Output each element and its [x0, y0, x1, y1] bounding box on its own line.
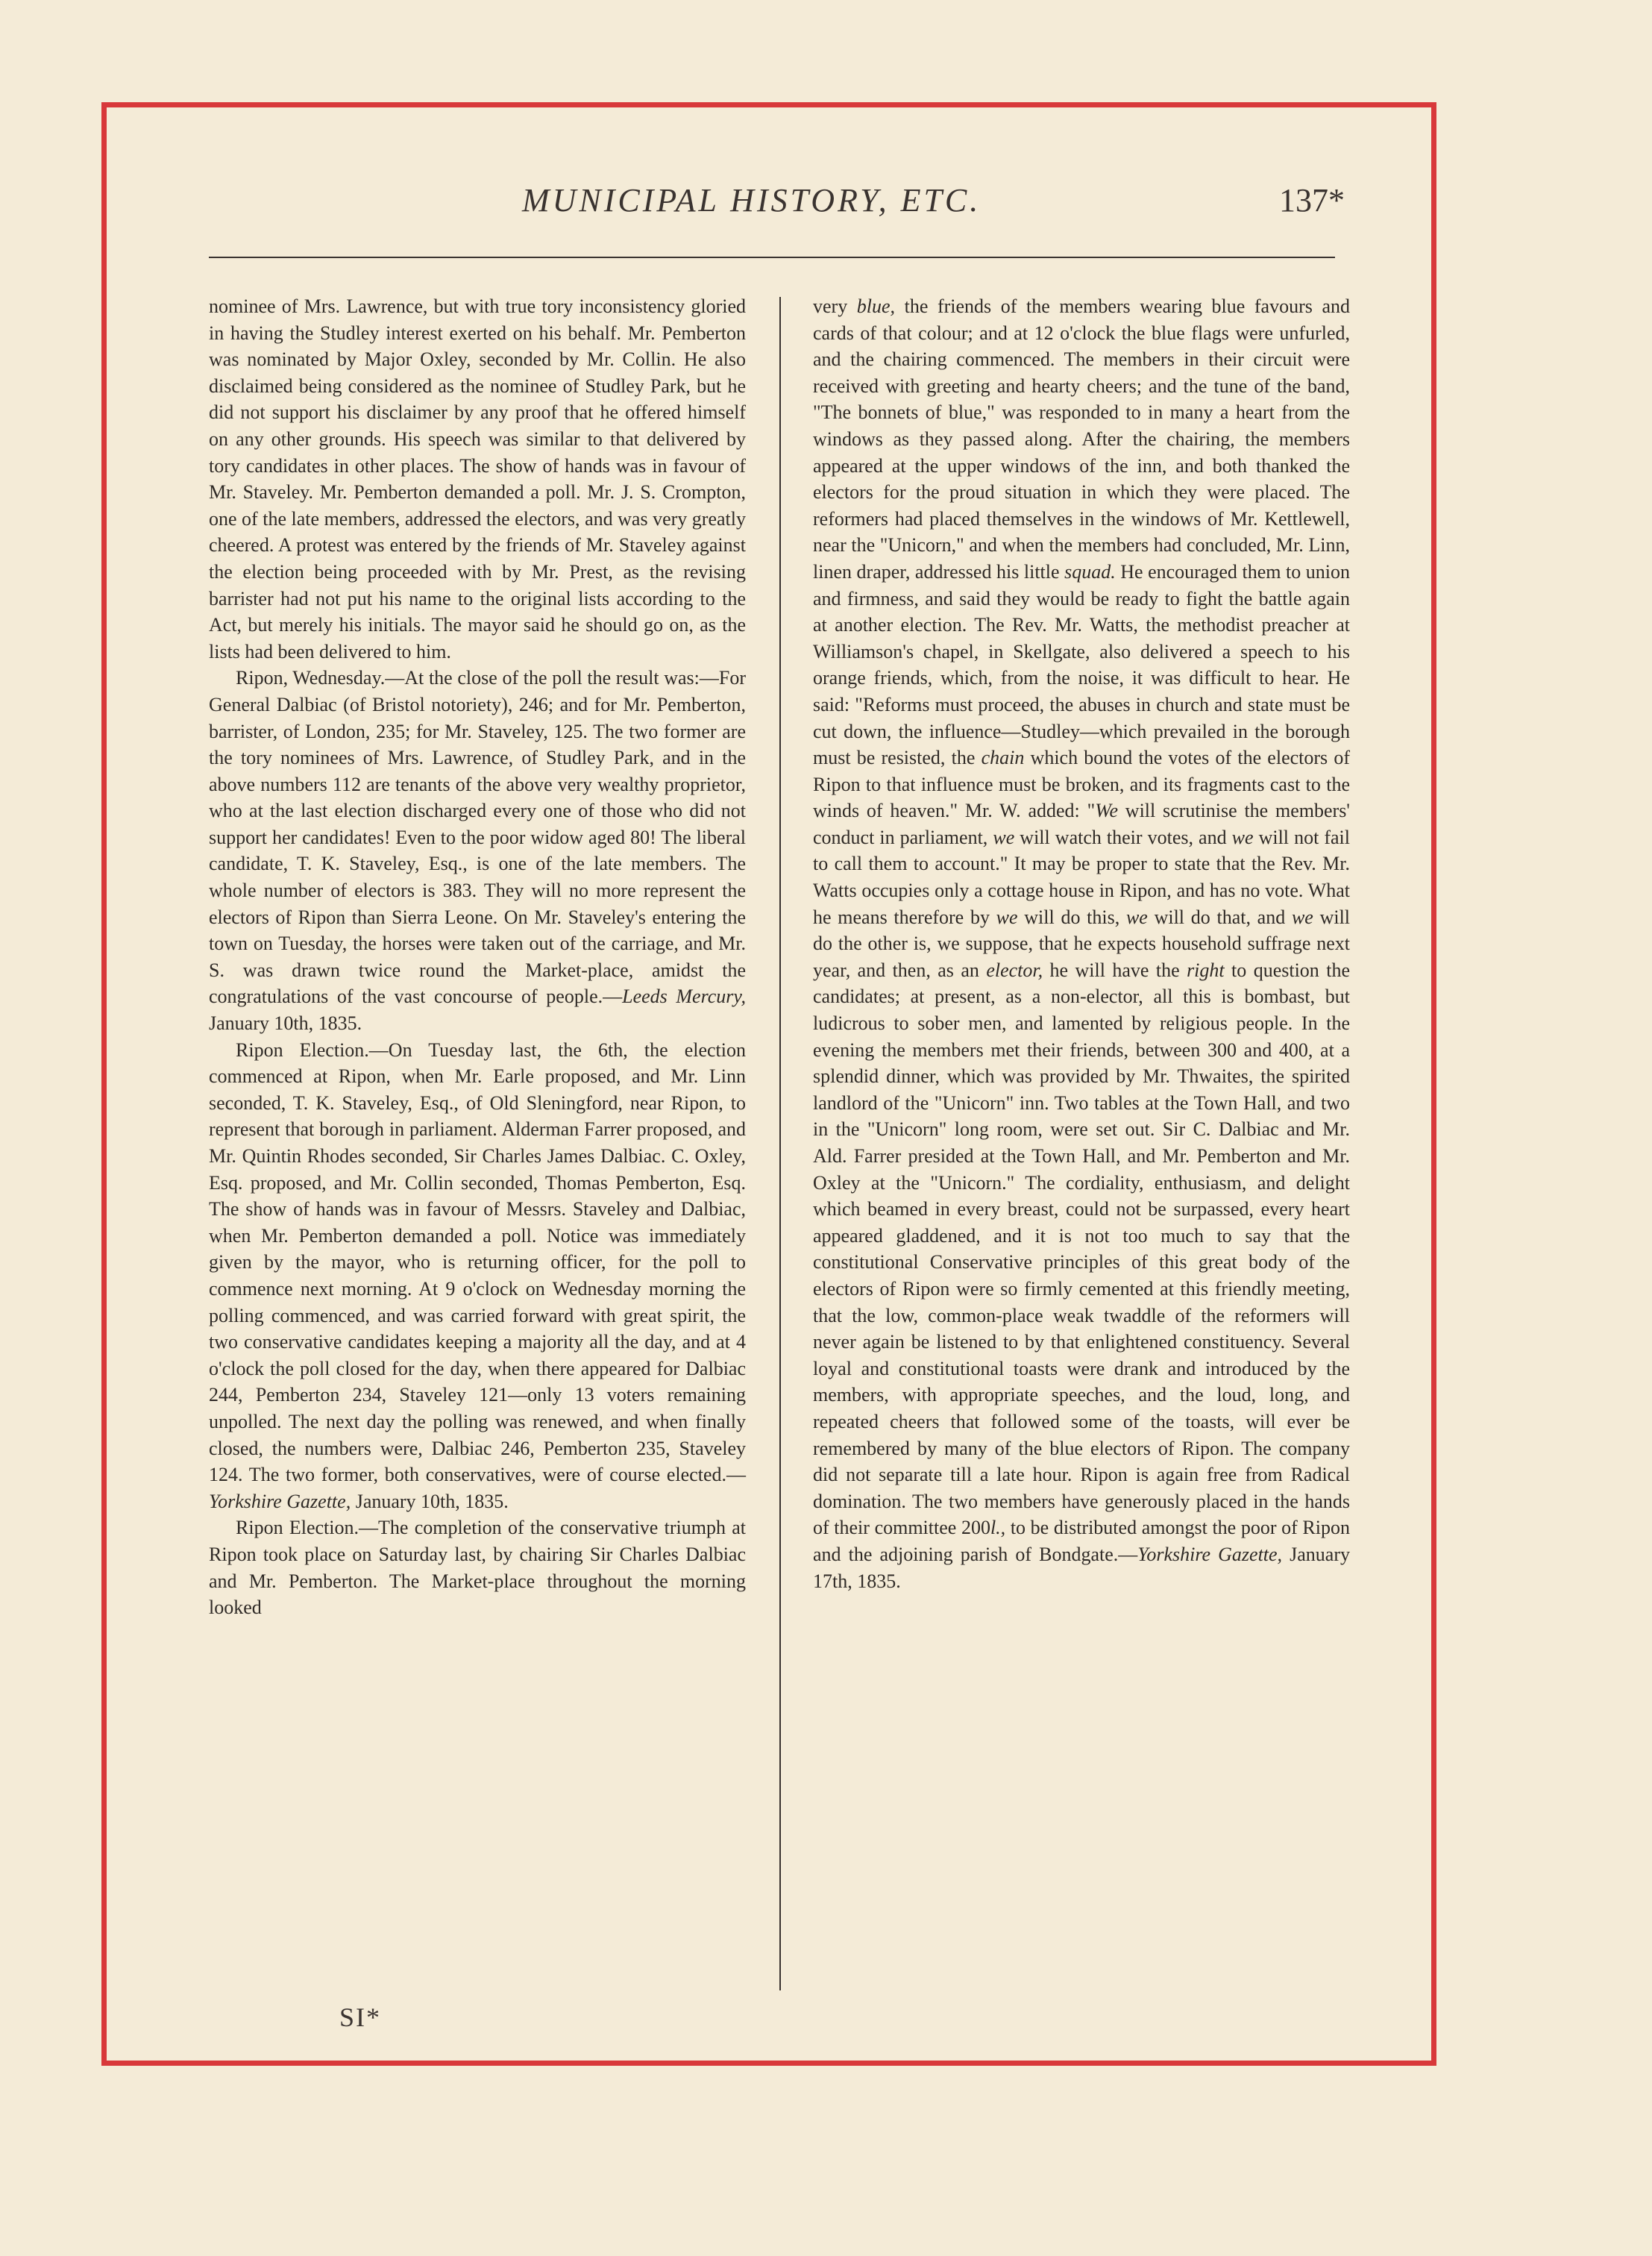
- citation-date: January 10th, 1835.: [351, 1490, 509, 1512]
- text-run: very: [813, 295, 857, 317]
- signature-mark: SI*: [339, 2002, 382, 2032]
- text-run: will watch their votes, and: [1014, 826, 1232, 848]
- text-run: to question the candidates; at present, as a non-elector, all this is bombast, but ludicrous to sober men, and lamented by religious people. In the evening the members met their friends, between 300 and 400, at a splendid dinner, which was provided by Mr. Thwaites, the spirited landlord of the "Unicorn" inn. Two tables at the Town Hall, and two in the "Unicorn" long room, were set out. Sir C. Dalbiac and Mr. Ald. Farrer presided at the Town Hall, and Mr. Pemberton and Mr. Oxley at the "Unicorn." The cordiality, enthusiasm, and delight which beamed in every breast, could not be surpassed, every heart appeared gladdened, and it is not too much to say that the constitutional Conservative principles of this great body of the electors of Ripon were so firmly cemented at this friendly meeting, that the low, common-place weak twaddle of the reformers will never again be listened to by that enlightened constituency. Several loyal and constitutional toasts were drank and introduced by the members, with appropriate speeches, and the loud, long, and repeated cheers that followed some of the toasts, will ever be remembered by many of the blue electors of Ripon. The company did not separate till a late hour. Ripon is again free from Radical domination. The two members have generously placed in the hands of their committee 200: [813, 959, 1350, 1539]
- source-citation: Leeds Mercury,: [622, 986, 746, 1008]
- paragraph-ripon-election-poll: [209, 1037, 746, 1515]
- page-number: 137*: [1279, 182, 1345, 219]
- italic-run: We: [1095, 800, 1118, 822]
- paragraph-text: Ripon Election.—On Tuesday last, the 6th, the election commenced at Ripon, when Mr. Earle proposed, and Mr. Linn seconded, T. K. Staveley, Esq., of Old Sleningford, near Ripon, to represent that borough in parliament. Alderman Farrer proposed, and Mr. Quintin Rhodes seconded, Sir Charles James Dalbiac. C. Oxley, Esq. proposed, and Mr. Collin seconded, Thomas Pemberton, Esq. The show of hands was in favour of Messrs. Staveley and Dalbiac, when Mr. Pemberton demanded a poll. Notice was immediately given by the mayor, who is returning officer, for the poll to commence next morning. At 9 o'clock on Wednesday morning the polling commenced, and was carried forward with great spirit, the two conservative candidates keeping a majority all the day, and at 4 o'clock the poll closed for the day, when there appeared for Dalbiac 244, Pemberton 234, Staveley 121—only 13 voters remaining unpolled. The next day the polling was renewed, and when finally closed, the numbers were, Dalbiac 246, Pemberton 235, Staveley 124. The two former, both conservatives, were of course elected.—: [209, 1038, 746, 1486]
- italic-run: l.,: [990, 1517, 1006, 1539]
- italic-run: we: [993, 826, 1015, 848]
- paragraph-text: Ripon, Wednesday.—At the close of the poll the result was:—For General Dalbiac (of Bristol notoriety), 246; and for Mr. Pemberton, barrister, of London, 235; for Mr. Staveley, 125. The two former are the tory nominees of Mrs. Lawrence, of Studley Park, and in the above numbers 112 are tenants of the above very wealthy proprietor, who at the last election discharged every one of those who did not support her candidates! Even to the poor widow aged 80! The liberal candidate, T. K. Staveley, Esq., is one of the late members. The whole number of electors is 383. They will no more represent the electors of Ripon than Sierra Leone. On Mr. Staveley's entering the town on Tuesday, the horses were taken out of the carriage, and Mr. S. was drawn twice round the Market-place, amidst the congratulations of the vast concourse of people.—: [209, 667, 746, 1008]
- text-run: he will have the: [1043, 959, 1187, 981]
- italic-run: blue,: [856, 295, 896, 317]
- text-run: will not fail to call them to account." It may be proper to state that the Rev. Mr. Watts occupies only a cottage house in Ripon, and has no vote. What he means therefore by: [813, 826, 1350, 928]
- italic-run: chain: [981, 747, 1025, 769]
- text-run: which bound the votes of the electors of Ripon to that influence must be broken, and its fragments cast to the winds of heaven." Mr. W. added: ": [813, 747, 1351, 822]
- text-run: to be distributed amongst the poor of Ripon and the adjoining parish of Bondgate.—: [813, 1517, 1350, 1565]
- italic-run: we: [1231, 826, 1254, 848]
- italic-run: elector,: [986, 959, 1043, 981]
- paragraph-ripon-election-chairing: Ripon Election.—The completion of the conservative triumph at Ripon took place on Saturday last, by chairing Sir Charles Dalbiac and Mr. Pemberton. The Market-place throughout the morning looked: [209, 1517, 746, 1619]
- source-citation: Yorkshire Gazette,: [209, 1490, 351, 1512]
- running-head: MUNICIPAL HISTORY, ETC.: [522, 182, 982, 219]
- text-run: will do the other is, we suppose, that he expects household suffrage next year, and then, as an: [813, 906, 1351, 981]
- header-rule: [209, 257, 1335, 258]
- left-column: [209, 293, 746, 1621]
- text-run: the friends of the members wearing blue favours and cards of that colour; and at 12 o'clock the blue flags were unfurled, and the chairing commenced. The members in their circuit were received with greeting and hearty cheers; and the tune of the band, "The bonnets of blue," was responded to in many a heart from the windows as they passed along. After the chairing, the members appeared at the upper windows of the inn, and both thanked the electors for the proud situation in which they were placed. The reformers had placed themselves in the windows of Mr. Kettlewell, near the "Unicorn," and when the members had concluded, Mr. Linn, linen draper, addressed his little: [813, 295, 1350, 583]
- paragraph-continuation: nominee of Mrs. Lawrence, but with true tory inconsistency gloried in having the Studley interest exerted on his behalf. Mr. Pemberton was nominated by Major Oxley, seconded by Mr. Collin. He also disclaimed being considered as the nominee of Studley Park, but he did not support his disclaimer by any proof that he offered himself on any other grounds. His speech was similar to that delivered by tory candidates in other places. The show of hands was in favour of Mr. Staveley. Mr. Pemberton demanded a poll. Mr. J. S. Crompton, one of the late members, addressed the electors, and was very greatly cheered. A protest was entered by the friends of Mr. Staveley against the election being proceeded with by Mr. Prest, as the revising barrister had not put his name to the original lists according to the Act, but merely his initials. The mayor said he should go on, as the lists had been delivered to him.: [209, 295, 746, 662]
- paragraph-chairing-continued: [813, 293, 1350, 1594]
- italic-run: right: [1187, 959, 1225, 981]
- text-run: will scrutinise the members' conduct in parliament,: [813, 800, 1350, 848]
- paragraph-ripon-wednesday: [209, 665, 746, 1036]
- italic-run: squad.: [1064, 560, 1116, 583]
- italic-run: we: [996, 906, 1018, 928]
- text-run: He encouraged them to union and firmness, and said they would be ready to fight the battle again at another election. The Rev. Mr. Watts, the methodist preacher at Williamson's chapel, in Skellgate, also delivered a speech to his orange friends, which, from the noise, it was difficult to hear. He said: "Reforms must proceed, the abuses in church and state must be cut down, the influence—Studley—which prevailed in the borough must be resisted, the: [813, 560, 1350, 769]
- column-divider: [779, 297, 781, 1990]
- source-citation: Yorkshire Gazette,: [1137, 1543, 1283, 1565]
- text-run: will do that, and: [1147, 906, 1292, 928]
- right-column: [813, 293, 1350, 1594]
- italic-run: we: [1125, 906, 1148, 928]
- italic-run: we: [1291, 906, 1313, 928]
- text-run: will do this,: [1017, 906, 1126, 928]
- citation-date: January 10th, 1835.: [209, 1012, 362, 1035]
- citation-date: January 17th, 1835.: [813, 1543, 1351, 1592]
